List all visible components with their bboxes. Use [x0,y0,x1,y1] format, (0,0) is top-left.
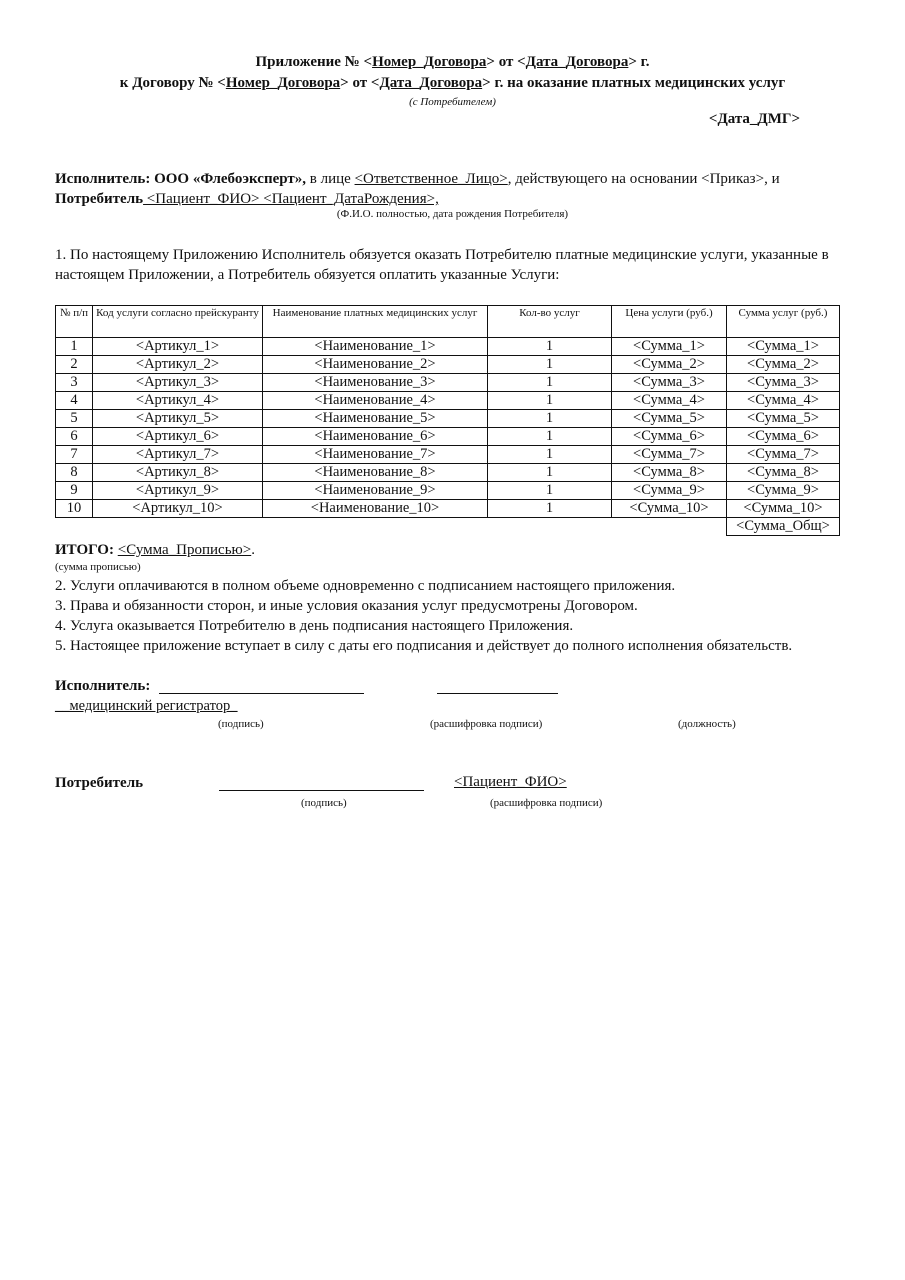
text: в лице [306,171,355,187]
table-row [56,374,840,392]
cell-number: 5 [56,410,93,428]
contract-reference [0,75,905,92]
consumer-signature-line[interactable] [219,790,424,791]
title-text: > г. на оказание платных медицинских услуг [482,75,786,91]
caption-signature: (подпись) [218,718,264,730]
cell-name: <Наименование_10> [263,500,488,518]
cell-quantity: 1 [488,356,612,374]
cell-number: 9 [56,482,93,500]
cell-name: <Наименование_3> [263,374,488,392]
column-header-price: Цена услуги (руб.) [612,306,727,338]
cell-sum: <Сумма_9> [727,482,840,500]
cell-name: <Наименование_4> [263,392,488,410]
contract-number-field: Номер_Договора [372,54,487,70]
cell-sum: <Сумма_3> [727,374,840,392]
cell-sum: <Сумма_5> [727,410,840,428]
cell-sum: <Сумма_2> [727,356,840,374]
cell-number: 6 [56,428,93,446]
executor-signature-label: Исполнитель: [55,678,151,694]
cell-price: <Сумма_3> [612,374,727,392]
cell-sum: <Сумма_7> [727,446,840,464]
cell-name: <Наименование_7> [263,446,488,464]
clause-4: 4. Услуга оказывается Потребителю в день подписания настоящего Приложения. [55,618,574,634]
contract-date-field: Дата_Договора [525,54,629,70]
table-row [56,356,840,374]
cell-number: 10 [56,500,93,518]
cell-quantity: 1 [488,464,612,482]
cell-quantity: 1 [488,428,612,446]
cell-sum: <Сумма_1> [727,338,840,356]
subtitle: (с Потребителем) [409,96,496,108]
cell-price: <Сумма_2> [612,356,727,374]
cell-quantity: 1 [488,446,612,464]
title-text: > от < [486,54,526,70]
title-text: > г. [628,54,650,70]
consumer-signature-label: Потребитель [55,775,144,791]
title-text: > от < [340,75,380,91]
table-row [56,464,840,482]
table-total-row [56,518,840,536]
consumer-label: Потребитель [55,191,144,207]
cell-price: <Сумма_6> [612,428,727,446]
title-text: к Договору № < [119,75,226,91]
column-header-number: № п/п [56,306,93,338]
cell-code: <Артикул_6> [93,428,263,446]
cell-sum: <Сумма_10> [727,500,840,518]
text: , действующего на основании <Приказ>, и [507,171,780,187]
column-header-name: Наименование платных медицинских услуг [263,306,488,338]
table-row [56,338,840,356]
appendix-title [0,54,905,71]
table-row [56,410,840,428]
clause-1: 1. По настоящему Приложению Исполнитель обязуется оказать Потребителю платные медицинские услуги, указанные в настоящем Приложении, а Потребитель обязуется оплатить указанные Услуги: [55,247,829,283]
cell-sum: <Сумма_8> [727,464,840,482]
caption-position: (должность) [678,718,736,730]
clause-5: 5. Настоящее приложение вступает в силу с даты его подписания и действует до полного исполнения обязательств. [55,638,793,654]
parties-paragraph [55,169,849,209]
cell-sum: <Сумма_4> [727,392,840,410]
cell-total-sum: <Сумма_Общ> [727,518,840,536]
table-row [56,482,840,500]
executor-signature-line[interactable] [159,693,364,694]
cell-number: 8 [56,464,93,482]
responsible-person-field: <Ответственное_Лицо> [354,171,508,187]
executor-position: __медицинский регистратор_ [55,698,238,714]
cell-code: <Артикул_9> [93,482,263,500]
cell-number: 3 [56,374,93,392]
consumer-note: (Ф.И.О. полностью, дата рождения Потребителя) [336,208,569,220]
cell-quantity: 1 [488,392,612,410]
total-label: ИТОГО: [55,542,118,558]
total-in-words [55,542,255,559]
consumer-fields: <Пациент_ФИО> <Пациент_ДатаРождения>, [143,191,439,207]
column-header-code: Код услуги согласно прейскуранту [93,306,263,338]
cell-number: 7 [56,446,93,464]
cell-price: <Сумма_8> [612,464,727,482]
cell-price: <Сумма_9> [612,482,727,500]
executor-label: Исполнитель: ООО «Флебоэксперт», [55,171,307,187]
cell-price: <Сумма_5> [612,410,727,428]
cell-code: <Артикул_10> [93,500,263,518]
cell-price: <Сумма_10> [612,500,727,518]
cell-price: <Сумма_1> [612,338,727,356]
cell-quantity: 1 [488,374,612,392]
column-header-quantity: Кол-во услуг [488,306,612,338]
clause-3: 3. Права и обязанности сторон, и иные условия оказания услуг предусмотрены Договором. [55,598,638,614]
cell-quantity: 1 [488,482,612,500]
total-words-note: (сумма прописью) [55,561,141,573]
table-row [56,428,840,446]
cell-name: <Наименование_2> [263,356,488,374]
cell-code: <Артикул_4> [93,392,263,410]
document-date-field: <Дата_ДМГ> [708,111,800,127]
table-row [56,446,840,464]
services-table [55,305,840,536]
cell-name: <Наименование_5> [263,410,488,428]
total-spacer [56,518,727,536]
cell-quantity: 1 [488,500,612,518]
cell-quantity: 1 [488,410,612,428]
cell-name: <Наименование_1> [263,338,488,356]
cell-code: <Артикул_1> [93,338,263,356]
executor-name-line[interactable] [437,693,558,694]
title-text: Приложение № < [255,54,373,70]
cell-code: <Артикул_5> [93,410,263,428]
cell-code: <Артикул_2> [93,356,263,374]
cell-code: <Артикул_7> [93,446,263,464]
cell-code: <Артикул_3> [93,374,263,392]
table-row [56,500,840,518]
table-header-row [56,306,840,338]
table-row [56,392,840,410]
caption-signature: (подпись) [301,797,347,809]
text: . [251,542,255,558]
cell-number: 1 [56,338,93,356]
column-header-sum: Сумма услуг (руб.) [727,306,840,338]
cell-quantity: 1 [488,338,612,356]
contract-date-field: Дата_Договора [379,75,483,91]
cell-name: <Наименование_8> [263,464,488,482]
cell-sum: <Сумма_6> [727,428,840,446]
total-words-field: <Сумма_Прописью> [117,542,252,558]
cell-number: 2 [56,356,93,374]
cell-code: <Артикул_8> [93,464,263,482]
contract-number-field: Номер_Договора [225,75,341,91]
cell-number: 4 [56,392,93,410]
cell-price: <Сумма_7> [612,446,727,464]
cell-price: <Сумма_4> [612,392,727,410]
consumer-name-field: <Пациент_ФИО> [454,774,567,790]
clause-2: 2. Услуги оплачиваются в полном объеме одновременно с подписанием настоящего приложения. [55,578,676,594]
cell-name: <Наименование_9> [263,482,488,500]
caption-name: (расшифровка подписи) [430,718,543,730]
cell-name: <Наименование_6> [263,428,488,446]
caption-name: (расшифровка подписи) [490,797,603,809]
